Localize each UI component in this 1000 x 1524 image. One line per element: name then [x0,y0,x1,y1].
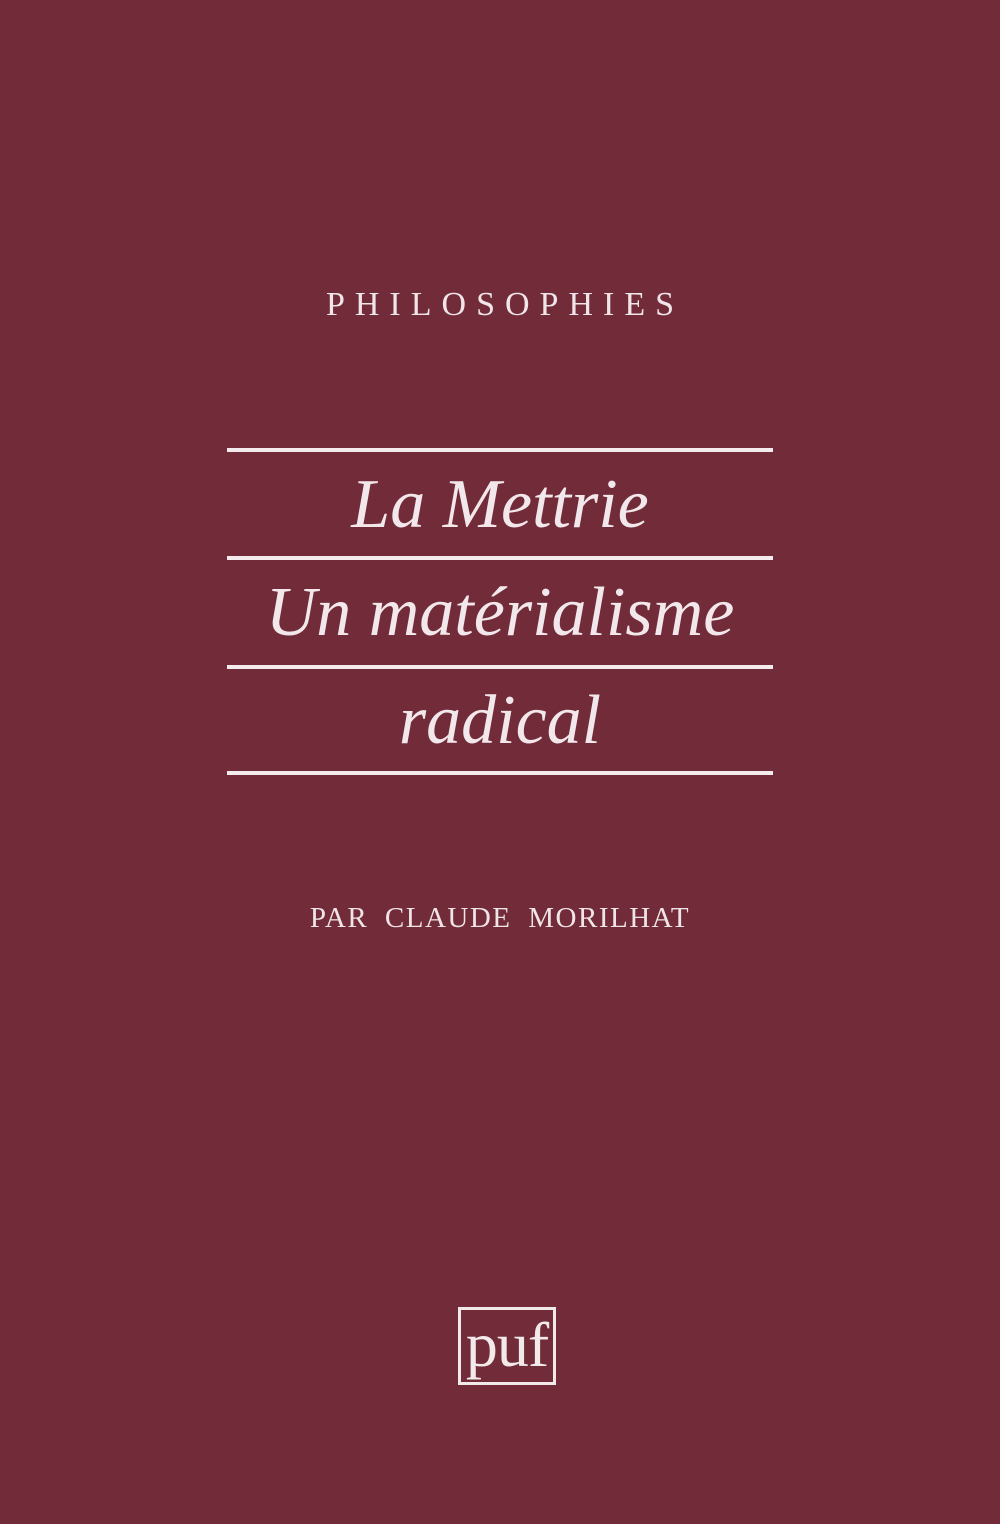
collection-name: PHILOSOPHIES [325,286,685,323]
title-line-3: radical [398,681,602,759]
publisher-logo-text: puf [465,1309,549,1380]
title-rule-bottom [227,771,773,775]
title-line-2: Un matérialisme [265,574,735,651]
title-line-1: La Mettrie [351,465,649,543]
publisher-logo [458,1307,556,1385]
author-line: PAR CLAUDE MORILHAT [309,902,691,934]
